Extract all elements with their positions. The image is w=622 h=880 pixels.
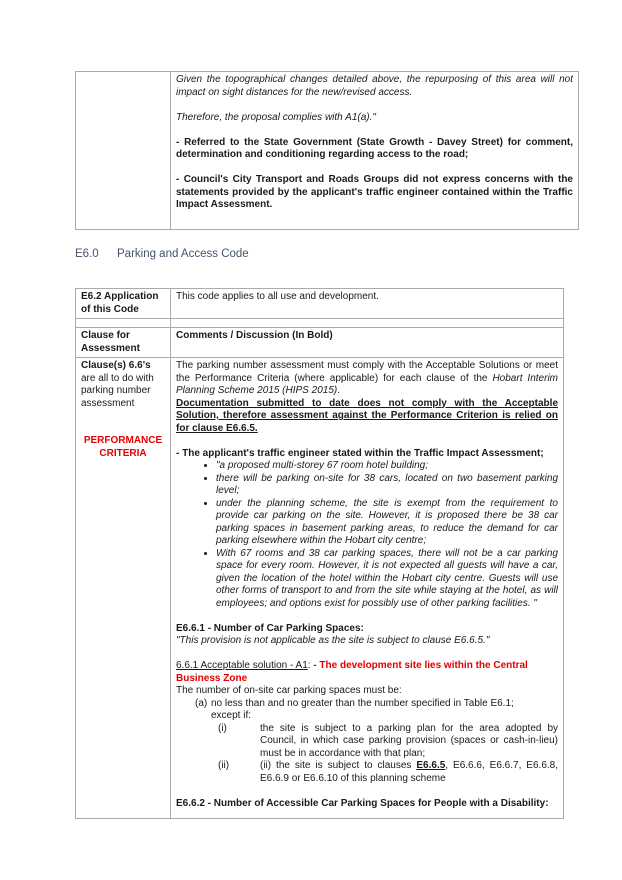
section-heading	[75, 248, 249, 261]
referred-paragraph: - Referred to the State Government (State Growth - Davey Street) for comment, determination and conditioning regarding access to the road;	[176, 136, 573, 160]
table1-left-empty-cell	[76, 72, 171, 230]
clause-66-row	[76, 358, 564, 819]
list-item-ii-text-start: (ii) the site is subject to clauses	[260, 760, 417, 771]
e661-quote: "This provision is not applicable as the site is subject to clause E6.6.5."	[176, 635, 490, 646]
documentation-statement: Documentation submitted to date does not comply with the Acceptable Solution, therefore assessment against the Performance Criterion is relied on for clause E6.6.5.	[176, 397, 558, 434]
central-business-zone-note: - The development site lies within the Central Business Zone	[176, 660, 528, 684]
access-comments-table	[75, 71, 579, 230]
clause-e665-reference: E6.6.5	[416, 760, 446, 771]
parking-assessment-text: The parking number assessment must comply with the Acceptable Solutions or meet the Performance Criteria (where applicable) for each clause of the	[176, 360, 558, 384]
table1-comments-cell	[171, 72, 579, 230]
list-item-a-except: except if:	[211, 710, 252, 721]
application-text-cell: This code applies to all use and development.	[171, 289, 564, 319]
traffic-engineer-statement: - The applicant's traffic engineer stated within the Traffic Impact Assessment;	[176, 447, 544, 459]
section-title: Parking and Access Code	[117, 248, 249, 260]
number-intro-line: The number of on-site car parking spaces must be:	[176, 685, 402, 696]
blank-line	[176, 162, 573, 175]
blank-line	[176, 435, 558, 448]
list-item-a	[176, 698, 558, 723]
clause-66-subtitle: are all to do with parking number assessment	[81, 372, 154, 409]
list-item-a-text: no less than and no greater than the number specified in Table E6.1;	[211, 697, 514, 709]
list-marker-i: (i)	[218, 722, 227, 734]
blank-line	[176, 124, 573, 137]
clause-66-title: Clause(s) 6.6's	[81, 360, 151, 371]
application-row	[76, 289, 564, 319]
blank-line	[176, 99, 573, 112]
blank-line	[176, 648, 558, 661]
spacer-left-cell	[76, 319, 171, 328]
assessment-table	[75, 288, 564, 819]
list-item-ii	[176, 760, 558, 785]
bullet-item: • there will be parking on-site for 38 cars, located on two basement parking level;	[216, 473, 558, 498]
performance-criteria-label: PERFORMANCE CRITERIA	[83, 435, 163, 459]
e661-heading: E6.6.1 - Number of Car Parking Spaces:	[176, 622, 364, 634]
traffic-engineer-bullet-list	[176, 460, 558, 610]
complies-paragraph: Therefore, the proposal complies with A1(a)."	[176, 111, 376, 123]
clause-66-discussion-cell	[171, 358, 564, 819]
topography-paragraph: Given the topographical changes detailed above, the repurposing of this area will not impact on sight distances for the new/revised access.	[176, 74, 573, 98]
bullet-item: • With 67 rooms and 38 car parking spaces, there will not be a car parking space for every room. However, it is not expected all guests will have a car, given the location of the hotel within the Hobart city centre. Guests will use other forms of transport to and from the site while staying at the hotel, as will employees; and options exist for possibly use of other parking facilities. "	[216, 548, 558, 611]
list-item-ii-text-end: , E6.6.6, E6.6.7, E6.6.8, E6.6.9 or E6.6.10 of this planning scheme	[260, 760, 558, 784]
list-item-i	[176, 723, 558, 761]
blank-line	[176, 785, 558, 798]
parking-assessment-paragraph	[176, 360, 558, 398]
blank-line	[176, 610, 558, 623]
spacer-right-cell	[171, 319, 564, 328]
separator: :	[307, 660, 314, 671]
spacer-row	[76, 319, 564, 328]
comments-header-cell: Comments / Discussion (In Bold)	[171, 328, 564, 358]
council-paragraph: - Council's City Transport and Roads Groups did not express concerns with the statements provided by the applicant's traffic engineer contained within the Traffic Impact Assessment.	[176, 174, 573, 210]
section-number: E6.0	[75, 248, 99, 260]
sentence-period: .	[337, 385, 340, 396]
bullet-item: • "a proposed multi-storey 67 room hotel building;	[216, 460, 558, 473]
planning-scheme-reference: Hobart Interim Planning Scheme 2015 (HIPS 2015)	[176, 372, 558, 396]
clause-66-label-cell	[76, 358, 171, 819]
column-header-row	[76, 328, 564, 358]
list-item-i-text: the site is subject to a parking plan for the area adopted by Council, in which case parking provision (spaces or cash-in-lieu) must be in accordance with that plan;	[260, 722, 558, 759]
acceptable-solution-line	[176, 660, 558, 685]
list-marker-ii: (ii)	[218, 760, 230, 771]
table1-row	[76, 72, 579, 230]
list-marker-a: (a)	[195, 697, 208, 709]
list-item-ii-text	[260, 760, 558, 785]
documentation-paragraph	[176, 398, 558, 436]
acceptable-solution-label: 6.6.1 Acceptable solution - A1	[176, 660, 308, 671]
clause-header-cell: Clause for Assessment	[76, 328, 171, 358]
e662-heading: E6.6.2 - Number of Accessible Car Parking Spaces for People with a Disability:	[176, 797, 549, 809]
application-label-cell: E6.2 Application of this Code	[76, 289, 171, 319]
bullet-item: • under the planning scheme, the site is exempt from the requirement to provide car parking on the site. However, it is proposed there be 38 car parking spaces in basement parking areas, to reduce the demand for car parking elsewhere within the Hobart city centre;	[216, 498, 558, 548]
cell-bottom-padding	[176, 810, 558, 816]
